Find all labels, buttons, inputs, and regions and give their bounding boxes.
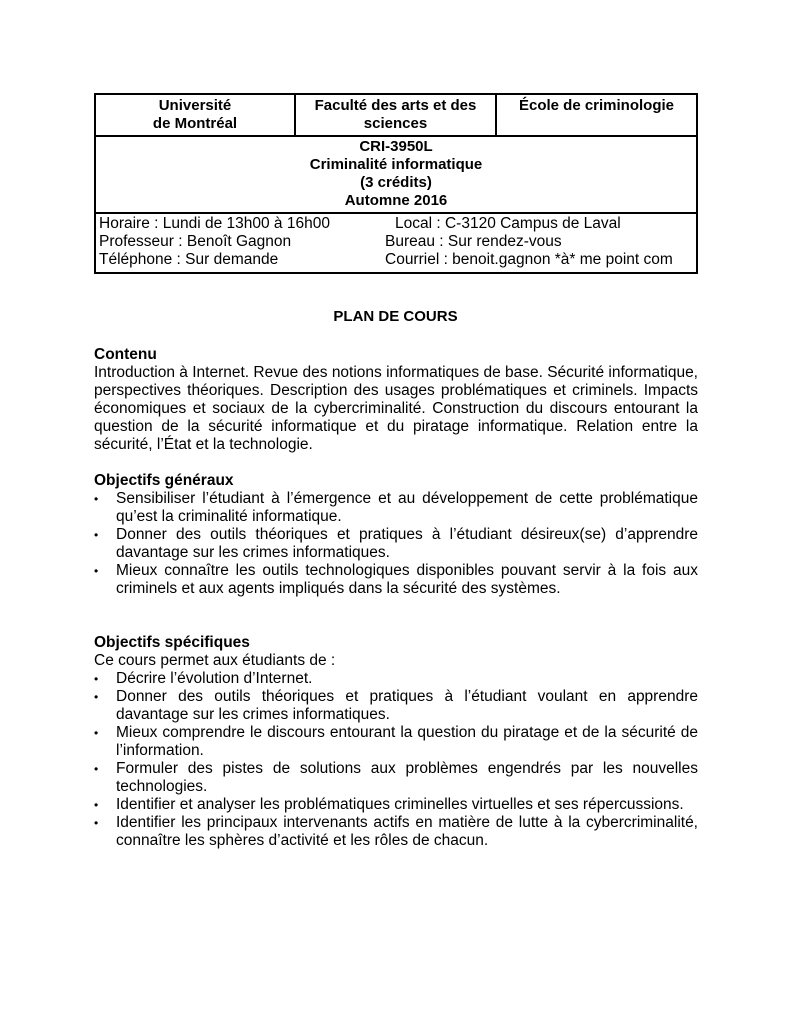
faculty-name-line1: Faculté des arts et des: [314, 97, 477, 114]
office-text: Bureau : Sur rendez-vous: [385, 233, 562, 250]
phone-text: Téléphone : Sur demande: [99, 251, 279, 268]
contenu-line: question de la sécurité informatique et du piratage informatique. Relation entre la: [94, 418, 698, 435]
course-session: Automne 2016: [344, 192, 448, 209]
school-name: École de criminologie: [518, 97, 675, 114]
contenu-heading: Contenu: [94, 346, 157, 363]
university-cell: [96, 95, 296, 135]
list-item-line: Sensibiliser l’étudiant à l’émergence et au développement de cette problématique: [116, 490, 698, 507]
list-item-line: criminels et aux agents impliqués dans la sécurité des systèmes.: [116, 580, 561, 597]
document-title: PLAN DE COURS: [333, 308, 458, 325]
list-item: [94, 688, 698, 724]
professor-text: Professeur : Benoît Gagnon: [99, 233, 292, 250]
list-item-line: Formuler des pistes de solutions aux problèmes engendrés par les nouvelles: [116, 760, 698, 777]
schedule-text: Horaire : Lundi de 13h00 à 16h00: [99, 215, 330, 232]
list-item-line: Donner des outils théoriques et pratiques à l’étudiant désireux(se) d’apprendre: [116, 526, 698, 543]
bullet-icon: •: [94, 762, 99, 776]
bullet-icon: •: [94, 726, 99, 740]
objectifs-generaux-heading: Objectifs généraux: [94, 472, 234, 489]
list-item: [94, 670, 698, 688]
list-item: [94, 490, 698, 526]
contenu-paragraph: [94, 364, 698, 454]
course-identity-row: [96, 137, 696, 214]
list-item: [94, 796, 698, 814]
objectifs-specifiques-section: [94, 634, 698, 850]
university-name-line2: de Montréal: [152, 115, 238, 132]
list-item-line: Mieux connaître les outils technologiques disponibles pouvant servir à la fois aux: [116, 562, 698, 579]
bullet-icon: •: [94, 672, 99, 686]
course-header-table: [94, 93, 698, 274]
list-item-line: Identifier et analyser les problématiques criminelles virtuelles et ses répercussions.: [116, 796, 684, 813]
contenu-line: Introduction à Internet. Revue des notions informatiques de base. Sécurité informatique,: [94, 364, 698, 381]
course-name: Criminalité informatique: [309, 156, 483, 173]
list-item: [94, 724, 698, 760]
faculty-name-line2: sciences: [363, 115, 428, 132]
objectifs-specifiques-heading: Objectifs spécifiques: [94, 634, 250, 651]
list-item-line: l’information.: [116, 742, 204, 759]
contenu-line: économiques et sociaux de la cybercriminalité. Construction du discours entourant la: [94, 400, 698, 417]
list-item-line: davantage sur les crimes informatiques.: [116, 706, 390, 723]
school-cell: [497, 95, 696, 135]
list-item: [94, 562, 698, 598]
objectifs-generaux-list: [94, 490, 698, 598]
objectifs-specifiques-intro: Ce cours permet aux étudiants de :: [94, 652, 336, 669]
list-item-line: Donner des outils théoriques et pratiques à l’étudiant voulant en apprendre: [116, 688, 698, 705]
list-item-line: davantage sur les crimes informatiques.: [116, 544, 390, 561]
email-text: Courriel : benoit.gagnon *à* me point com: [385, 251, 673, 268]
list-item: [94, 814, 698, 850]
list-item: [94, 760, 698, 796]
faculty-cell: [296, 95, 497, 135]
course-code: CRI-3950L: [359, 138, 433, 155]
list-item: [94, 526, 698, 562]
institution-row: [96, 95, 696, 137]
contenu-line: sécurité, l’État et la technologie.: [94, 436, 313, 453]
list-item-line: Identifier les principaux intervenants actifs en matière de lutte à la cybercriminalité,: [116, 814, 698, 831]
bullet-icon: •: [94, 816, 99, 830]
bullet-icon: •: [94, 492, 99, 506]
room-text: Local : C-3120 Campus de Laval: [395, 215, 621, 232]
list-item-line: technologies.: [116, 778, 208, 795]
bullet-icon: •: [94, 690, 99, 704]
contenu-line: perspectives théoriques. Description des usages problématiques et criminels. Impacts: [94, 382, 698, 399]
list-item-line: connaître les sphères d’activité et les rôles de chacun.: [116, 832, 489, 849]
bullet-icon: •: [94, 798, 99, 812]
course-credits: (3 crédits): [360, 174, 432, 191]
bullet-icon: •: [94, 564, 99, 578]
list-item-line: qu’est la criminalité informatique.: [116, 508, 342, 525]
list-item-line: Mieux comprendre le discours entourant la question du piratage et de la sécurité de: [116, 724, 698, 741]
objectifs-specifiques-list: [94, 670, 698, 850]
bullet-icon: •: [94, 528, 99, 542]
university-name-line1: Université: [158, 97, 232, 114]
course-info-row: [96, 214, 696, 272]
objectifs-generaux-section: [94, 472, 698, 598]
contenu-section: [94, 346, 698, 454]
list-item-line: Décrire l’évolution d’Internet.: [116, 670, 313, 687]
